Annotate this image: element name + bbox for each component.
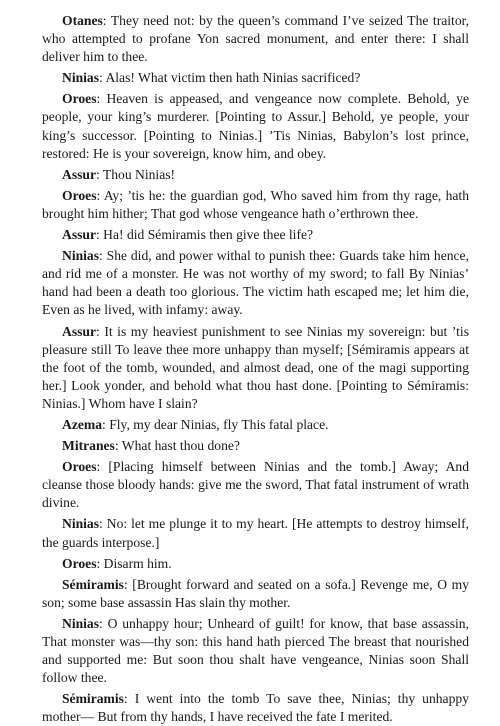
dialogue-text: : Fly, my dear Ninias, fly This fatal place. [102,416,329,432]
speaker-name: Oroes [62,187,97,203]
speaker-name: Assur [62,166,96,182]
dialogue-paragraph [42,615,469,687]
dialogue-paragraph [42,458,469,512]
dialogue-text: : Thou Ninias! [96,166,176,182]
dialogue-paragraph [42,576,469,612]
dialogue-paragraph [42,12,469,66]
play-text-page [42,12,469,726]
dialogue-text: : Alas! What victim then hath Ninias sacrificed? [99,70,361,86]
speaker-name: Assur [62,323,96,339]
dialogue-paragraph [42,226,469,244]
dialogue-text: : O unhappy hour; Unheard of guilt! for know, that base assassin, That monster was—thy son: this hand hath pierced The breast that nourished and supported me: But soon thou shalt have vengeance, Ninias soon Shall follow thee. [42,615,469,686]
dialogue-paragraph [42,323,469,413]
dialogue-paragraph [42,437,469,455]
speaker-name: Oroes [62,459,97,475]
dialogue-text: : Heaven is appeased, and vengeance now complete. Behold, ye people, your king’s murderer. [Pointing to Assur.] Behold, ye people, your king’s successor. [Pointing to Ninias.] ’Tis Ninias, Babylon’s lost prince, restored: He is your sovereign, know him, and obey. [42,91,469,161]
dialogue-paragraph [42,555,469,573]
dialogue-paragraph [42,187,469,223]
dialogue-text: : Ha! did Sémiramis then give thee life? [96,227,314,243]
dialogue-paragraph [42,690,469,726]
dialogue-text: : She did, and power withal to punish thee: Guards take him hence, and rid me of a monster. He was not worthy of my sword; to fall By Ninias’ hand had been a death too glorious. The victim hath escaped me; let him die, Even as he lived, with infamy: away. [42,248,469,318]
dialogue-text: : No: let me plunge it to my heart. [He attempts to destroy himself, the guards interpose.] [42,516,469,550]
speaker-name: Ninias [62,248,100,264]
dialogue-text: : Ay; ’tis he: the guardian god, Who saved him from thy rage, hath brought him hither; That god whose vengeance hath o’erthrown thee. [42,187,469,221]
speaker-name: Oroes [62,91,97,107]
speaker-name: Assur [62,227,96,243]
speaker-name: Sémiramis [62,691,124,707]
speaker-name: Ninias [62,516,100,532]
dialogue-text: : What hast thou done? [114,438,240,454]
speaker-name: Sémiramis [62,576,124,592]
speaker-name: Ninias [62,70,100,86]
dialogue-text: : [Placing himself between Ninias and the tomb.] Away; And cleanse those bloody hands: give me the sword, That fatal instrument of wrath divine. [42,459,469,511]
speaker-name: Oroes [62,555,97,571]
dialogue-paragraph [42,90,469,162]
dialogue-text: : Disarm him. [96,555,172,571]
speaker-name: Mitranes [62,438,115,454]
dialogue-text: : [Brought forward and seated on a sofa.] Revenge me, O my son; some base assassin Has slain thy mother. [42,576,469,610]
dialogue-text: : They need not: by the queen’s command I’ve seized The traitor, who attempted to profane Yon sacred monument, and enter there: I shall deliver him to thee. [42,13,469,65]
speaker-name: Otanes [62,13,103,28]
dialogue-paragraph [42,247,469,319]
speaker-name: Ninias [62,615,100,631]
dialogue-paragraph [42,515,469,551]
dialogue-text: : It is my heaviest punishment to see Ninias my sovereign: but ’tis pleasure still To leave thee more unhappy than myself; [Sémiramis appears at the foot of the tomb, wounded, and almost dead, one of the magi supporting her.] Look yonder, and behold what thou hast done. [Pointing to Sémiramis: Ninias.] Whom have I slain? [42,323,469,411]
dialogue-paragraph [42,416,469,434]
speaker-name: Azema [62,416,103,432]
dialogue-paragraph [42,166,469,184]
dialogue-paragraph [42,69,469,87]
dialogue-text: : I went into the tomb To save thee, Ninias; thy unhappy mother— But from thy hands, I have received the fate I merited. [42,691,469,725]
